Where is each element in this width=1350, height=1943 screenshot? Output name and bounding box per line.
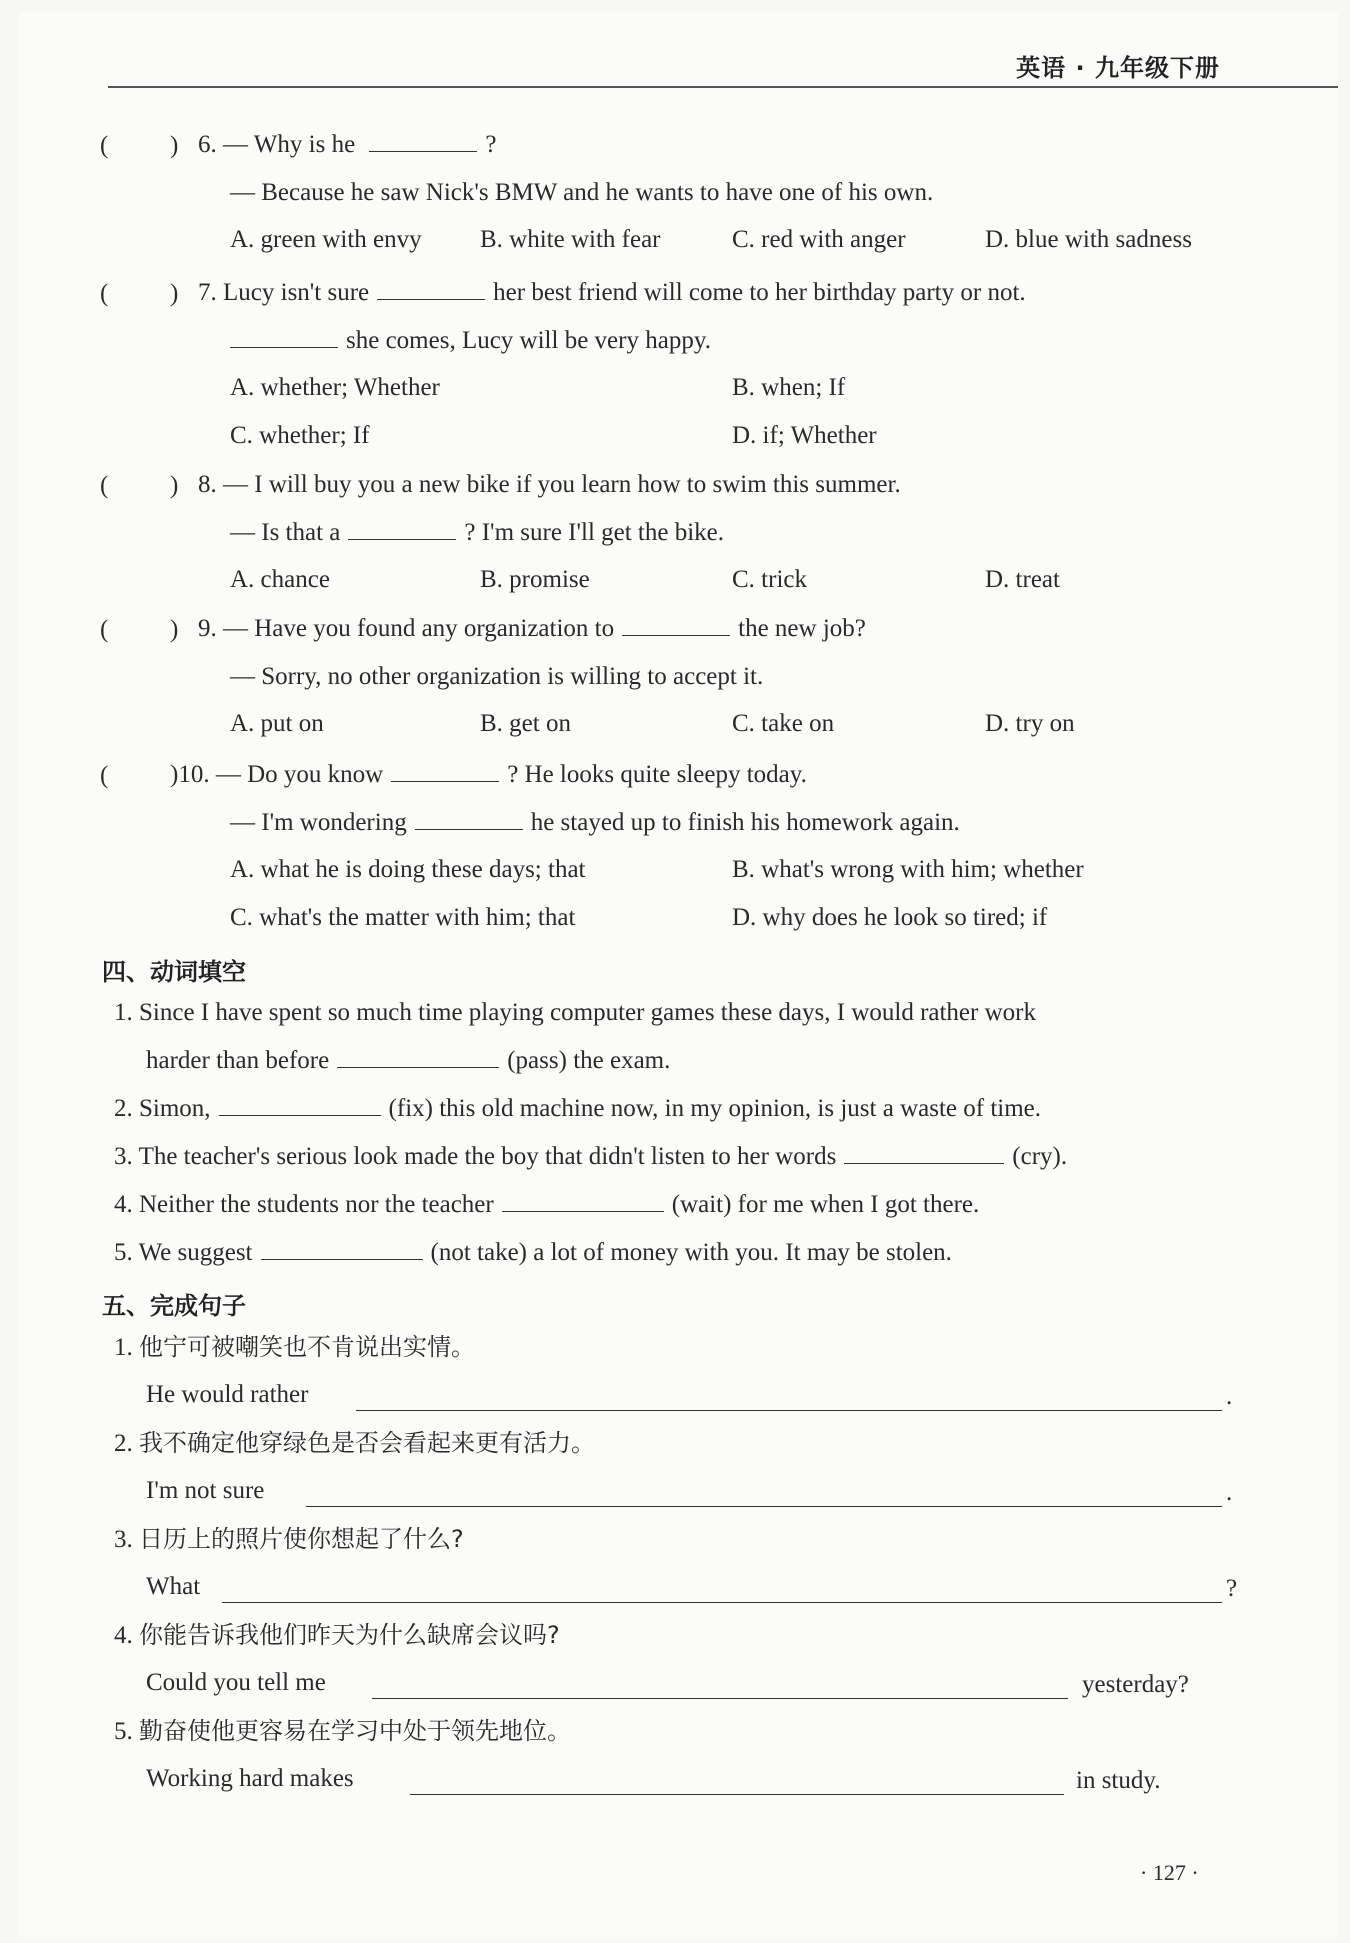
verb-item-3: 3. The teacher's serious look made the boy that didn't listen to her words (cry). [114, 1143, 1068, 1170]
answer-line[interactable] [222, 1602, 1222, 1603]
blank[interactable] [391, 761, 499, 782]
sentence-3-end: ? [1226, 1575, 1238, 1602]
page-number: · 127 · [1140, 1860, 1199, 1885]
answer-paren-left: ( [100, 472, 109, 499]
blank[interactable] [230, 327, 338, 348]
answer-paren-right: ) [170, 472, 179, 499]
answer-paren-right: ) [170, 280, 179, 307]
sentence-3-prompt: 3. 日历上的照片使你想起了什么? [114, 1525, 464, 1553]
option[interactable]: A. chance [230, 566, 330, 593]
answer-paren-left: ( [100, 132, 109, 159]
blank[interactable] [219, 1095, 381, 1116]
verb-item-2: 2. Simon, (fix) this old machine now, in my opinion, is just a waste of time. [114, 1095, 1042, 1122]
sentence-1-prompt: 1. 他宁可被嘲笑也不肯说出实情。 [114, 1333, 475, 1361]
answer-line[interactable] [410, 1794, 1064, 1795]
blank[interactable] [415, 809, 523, 830]
option[interactable]: D. why does he look so tired; if [732, 904, 1048, 931]
verb-item-5: 5. We suggest (not take) a lot of money with you. It may be stolen. [114, 1239, 952, 1266]
option[interactable]: B. what's wrong with him; whether [732, 856, 1084, 883]
sentence-5-start: Working hard makes [146, 1765, 354, 1792]
sentence-1-start: He would rather [146, 1381, 309, 1408]
blank[interactable] [337, 1047, 499, 1068]
question-6: 6. — Why is he ? [198, 131, 497, 158]
sentence-5-prompt: 5. 勤奋使他更容易在学习中处于领先地位。 [114, 1717, 571, 1745]
blank[interactable] [844, 1143, 1004, 1164]
answer-paren-left: ( [100, 280, 109, 307]
option[interactable]: D. treat [985, 566, 1060, 593]
sentence-4-start: Could you tell me [146, 1669, 326, 1696]
blank[interactable] [369, 131, 477, 152]
sentence-4-end: yesterday? [1082, 1671, 1189, 1698]
verb-item-1: 1. Since I have spent so much time playing computer games these days, I would rather work [114, 999, 1036, 1026]
blank[interactable] [348, 519, 456, 540]
option[interactable]: B. when; If [732, 374, 846, 401]
sentence-5-end: in study. [1076, 1767, 1161, 1794]
question-9-response: — Sorry, no other organization is willing to accept it. [230, 663, 764, 690]
blank[interactable] [622, 615, 730, 636]
option[interactable]: C. take on [732, 710, 835, 737]
question-6-response: — Because he saw Nick's BMW and he wants to have one of his own. [230, 179, 934, 206]
section-title: 五、完成句子 [102, 1292, 246, 1320]
book-title: 英语 · 九年级下册 [1016, 54, 1220, 82]
sentence-2-end: . [1226, 1479, 1233, 1506]
sentence-2-prompt: 2. 我不确定他穿绿色是否会看起来更有活力。 [114, 1429, 595, 1457]
option[interactable]: A. what he is doing these days; that [230, 856, 586, 883]
sentence-2-start: I'm not sure [146, 1477, 265, 1504]
question-8-response: — Is that a ? I'm sure I'll get the bike. [230, 519, 725, 546]
option[interactable]: D. blue with sadness [985, 226, 1192, 253]
answer-paren-right: ) [170, 132, 179, 159]
option[interactable]: C. what's the matter with him; that [230, 904, 576, 931]
answer-paren-right: ) [170, 616, 179, 643]
answer-line[interactable] [372, 1698, 1068, 1699]
option[interactable]: D. try on [985, 710, 1075, 737]
question-8: 8. — I will buy you a new bike if you learn how to swim this summer. [198, 471, 901, 498]
answer-paren-left: ( [100, 762, 109, 789]
option[interactable]: D. if; Whether [732, 422, 877, 449]
option[interactable]: C. trick [732, 566, 807, 593]
option[interactable]: B. promise [480, 566, 590, 593]
answer-line[interactable] [356, 1410, 1222, 1411]
answer-paren-left: ( [100, 616, 109, 643]
option[interactable]: C. red with anger [732, 226, 906, 253]
verb-item-4: 4. Neither the students nor the teacher (wait) for me when I got there. [114, 1191, 980, 1218]
question-9: 9. — Have you found any organization to the new job? [198, 615, 866, 642]
section-title: 四、动词填空 [102, 958, 246, 986]
sentence-3-start: What [146, 1573, 201, 1600]
blank[interactable] [502, 1191, 664, 1212]
question-10-response: — I'm wondering he stayed up to finish his homework again. [230, 809, 960, 836]
option[interactable]: B. get on [480, 710, 571, 737]
option[interactable]: A. whether; Whether [230, 374, 440, 401]
sentence-4-prompt: 4. 你能告诉我他们昨天为什么缺席会议吗? [114, 1621, 560, 1649]
option[interactable]: C. whether; If [230, 422, 370, 449]
sentence-1-end: . [1226, 1383, 1233, 1410]
option[interactable]: A. put on [230, 710, 324, 737]
verb-item-1-line2: harder than before (pass) the exam. [146, 1047, 671, 1074]
option[interactable]: A. green with envy [230, 226, 422, 253]
blank[interactable] [261, 1239, 423, 1260]
option[interactable]: B. white with fear [480, 226, 661, 253]
answer-line[interactable] [306, 1506, 1222, 1507]
question-7: 7. Lucy isn't sure her best friend will come to her birthday party or not. [198, 279, 1026, 306]
question-10: )10. — Do you know ? He looks quite sleepy today. [170, 761, 807, 788]
blank[interactable] [377, 279, 485, 300]
question-7-line2: she comes, Lucy will be very happy. [230, 326, 711, 356]
header-rule [108, 86, 1338, 88]
